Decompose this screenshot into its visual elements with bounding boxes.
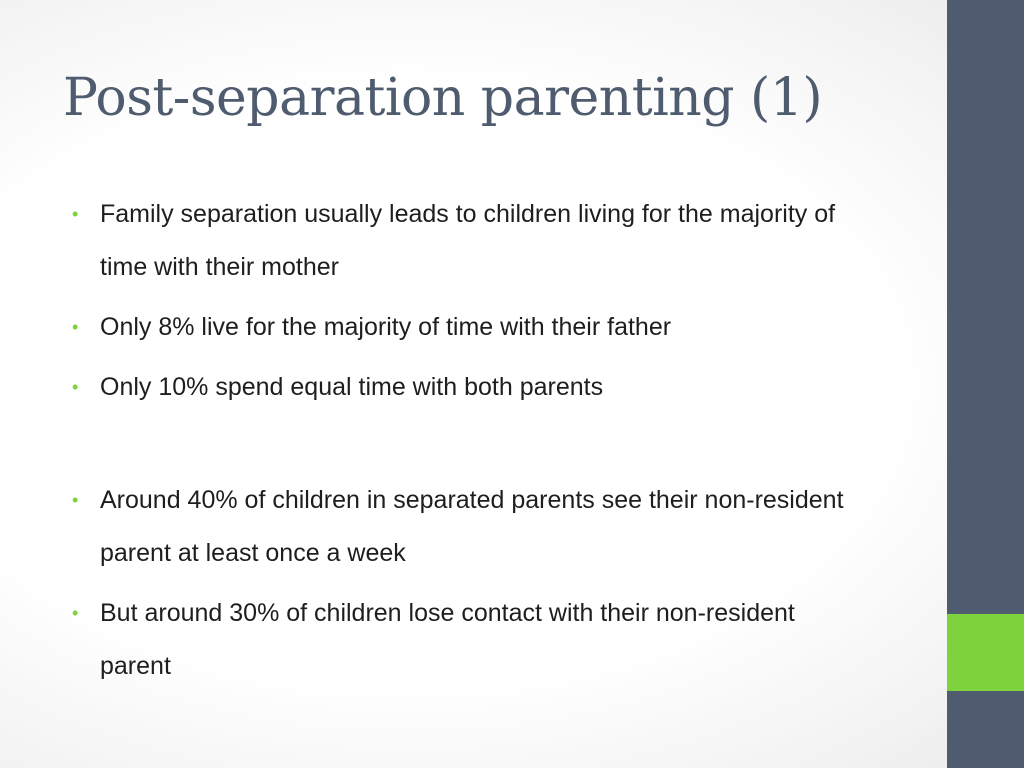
bullet-text: Only 10% spend equal time with both parents — [100, 373, 604, 401]
bullet-dot-icon: • — [72, 603, 79, 623]
side-accent-block — [947, 614, 1024, 691]
bullet-dot-icon: • — [72, 377, 79, 397]
bullet-dot-icon: • — [72, 204, 79, 224]
bullet-item — [72, 361, 872, 414]
bullet-item — [72, 474, 872, 580]
bullet-dot-icon: • — [72, 317, 79, 337]
bullet-dot-icon: • — [72, 490, 79, 510]
bullet-list — [72, 188, 872, 700]
bullet-text: Around 40% of children in separated parents see their non-resident parent at least once a week — [100, 486, 844, 567]
bullet-item — [72, 587, 872, 693]
bullet-text: Family separation usually leads to children living for the majority of time with their mother — [100, 200, 836, 281]
bullet-item — [72, 301, 872, 354]
bullet-item — [72, 188, 872, 294]
slide-title: Post-separation parenting (1) — [63, 68, 823, 128]
bullet-text: But around 30% of children lose contact with their non-resident parent — [100, 599, 795, 680]
bullet-text: Only 8% live for the majority of time with their father — [100, 313, 672, 341]
